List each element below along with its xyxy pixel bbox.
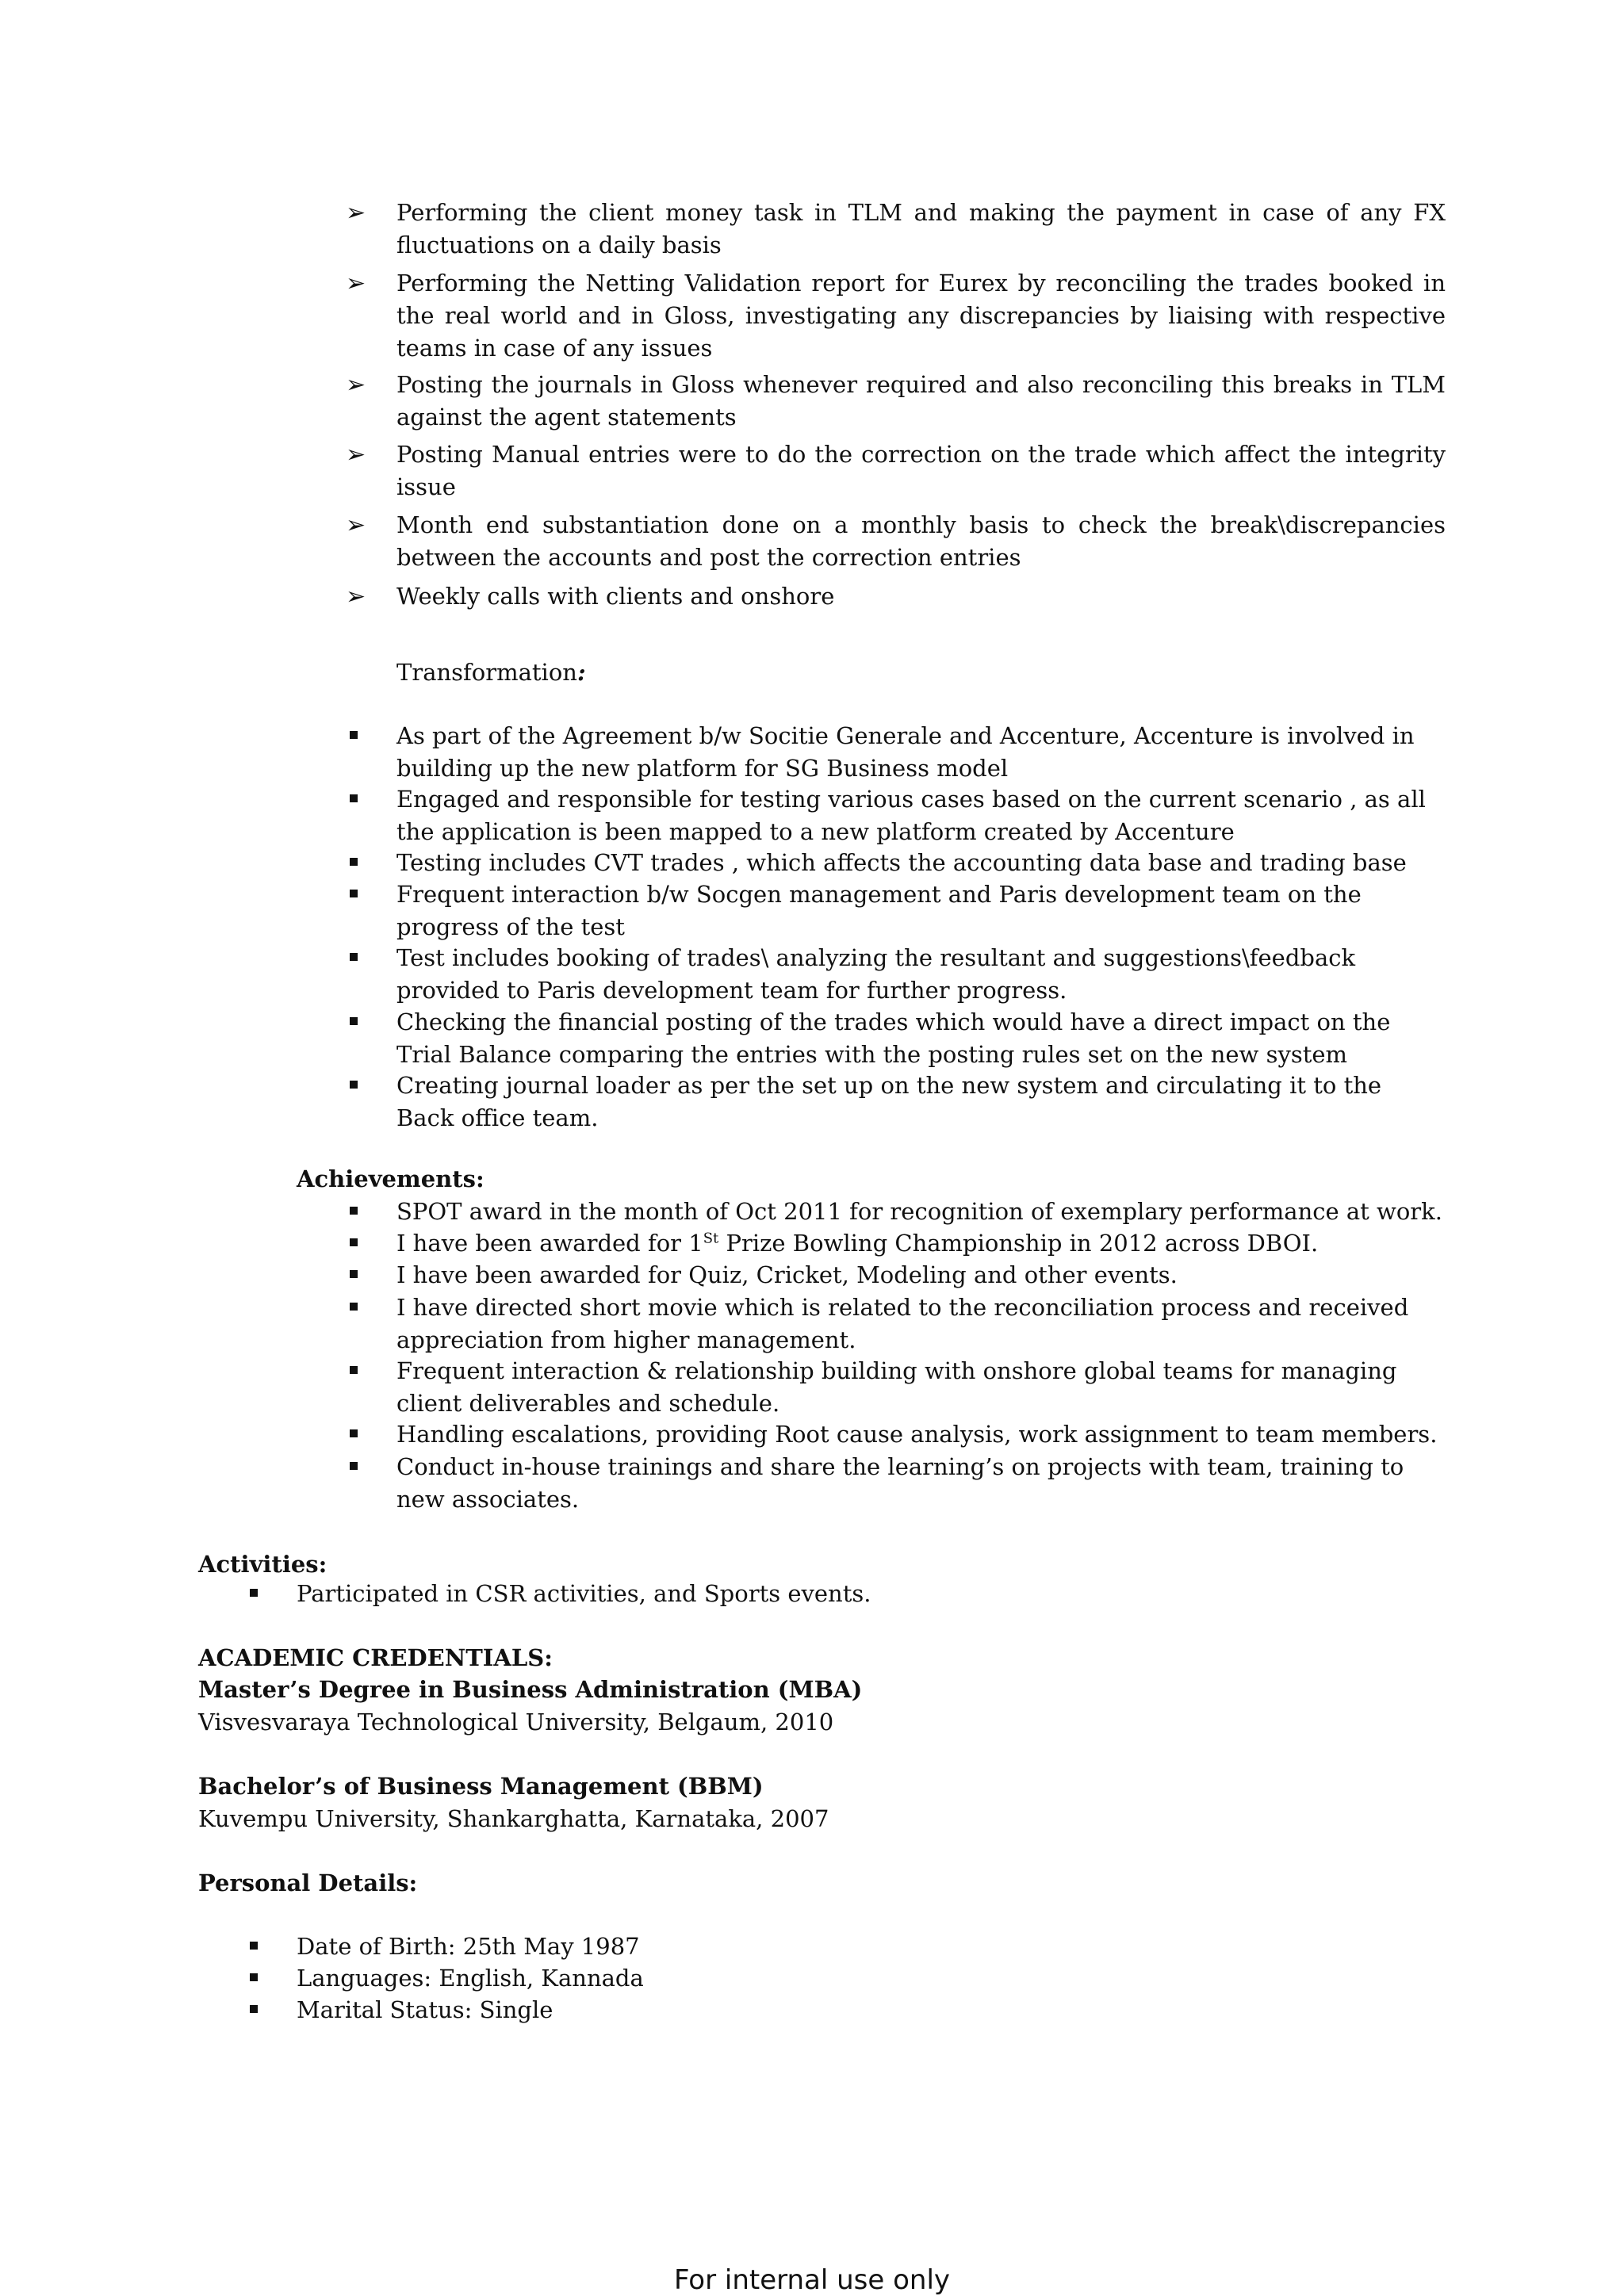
award-ordinal: St <box>703 1230 719 1247</box>
school-bachelors: Kuvempu University, Shankarghatta, Karnataka, 2007 <box>198 1805 829 1832</box>
square-bullet-icon <box>350 1270 358 1278</box>
award-prefix: I have been awarded for 1 <box>396 1230 703 1257</box>
award-rest: Prize Bowling <box>718 1230 888 1257</box>
square-bullet-icon <box>350 731 358 739</box>
list-item: Creating journal loader as per the set up on the new system and circulating it to the Back office team. <box>396 1072 1382 1131</box>
square-bullet-icon <box>350 1238 358 1246</box>
award-tail: Championship in 2012 across DBOI. <box>894 1230 1319 1257</box>
arrow-bullet-icon: ➢ <box>346 199 366 227</box>
square-bullet-icon <box>350 1017 358 1025</box>
square-bullet-icon <box>350 1462 358 1470</box>
square-bullet-icon <box>250 1973 258 1981</box>
list-item: Date of Birth: 25th May 1987 <box>297 1933 640 1960</box>
list-item: Languages: English, Kannada <box>297 1965 644 1992</box>
arrow-bullet-icon: ➢ <box>346 441 366 469</box>
page-footer: For internal use only <box>673 2264 951 2296</box>
list-item: Conduct in-house trainings and share the learning’s on projects with team, training to new associates. <box>396 1453 1404 1513</box>
list-item: Month end substantiation done on a monthly basis to check the break\discrepancies between the accounts and post the correction entries <box>396 511 1446 571</box>
list-item: I have been awarded for Quiz, Cricket, Modeling and other events. <box>396 1261 1178 1288</box>
list-item: Posting the journals in Gloss whenever required and also reconciling this breaks in TLM against the agent statements <box>396 371 1446 430</box>
square-bullet-icon <box>250 1589 258 1597</box>
list-item: Handling escalations, providing Root cause analysis, work assignment to team members. <box>396 1421 1438 1448</box>
arrow-bullet-icon: ➢ <box>346 270 366 297</box>
transformation-heading-text: Transformation <box>396 659 577 686</box>
list-item: Test includes booking of trades\ analyzing the resultant and suggestions\feedback provided to Paris development team for further progress. <box>396 944 1356 1004</box>
list-item: As part of the Agreement b/w Socitie Generale and Accenture, Accenture is involved in building up the new platform for SG Business model <box>396 722 1415 782</box>
arrow-bullet-icon: ➢ <box>346 371 366 399</box>
achievements-heading: Achievements: <box>297 1165 485 1192</box>
list-item: Participated in CSR activities, and Sports events. <box>297 1580 871 1607</box>
list-item: Frequent interaction & relationship building with onshore global teams for managing client deliverables and schedule. <box>396 1357 1397 1417</box>
square-bullet-icon <box>350 858 358 866</box>
square-bullet-icon <box>250 2005 258 2013</box>
list-item: Marital Status: Single <box>297 1996 553 2023</box>
activities-heading: Activities: <box>198 1551 327 1578</box>
school-masters: Visvesvaraya Technological University, Belgaum, 2010 <box>198 1709 834 1735</box>
square-bullet-icon <box>350 1429 358 1437</box>
list-item: Performing the Netting Validation report for Eurex by reconciling the trades booked in the real world and in Gloss, investigating any discrepancies by liaising with respective teams in case of any issues <box>396 270 1446 362</box>
square-bullet-icon <box>350 794 358 802</box>
academic-heading: ACADEMIC CREDENTIALS: <box>198 1644 553 1671</box>
list-item: Weekly calls with clients and onshore <box>396 583 835 610</box>
list-item: Performing the client money task in TLM and making the payment in case of any FX fluctuations on a daily basis <box>396 199 1446 258</box>
degree-bachelors: Bachelor’s of Business Management (BBM) <box>198 1773 764 1800</box>
square-bullet-icon <box>350 953 358 961</box>
list-item: Posting Manual entries were to do the correction on the trade which affect the integrity issue <box>396 441 1446 500</box>
square-bullet-icon <box>350 1366 358 1374</box>
square-bullet-icon <box>350 1207 358 1215</box>
transformation-heading <box>396 656 586 689</box>
square-bullet-icon <box>250 1942 258 1950</box>
square-bullet-icon <box>350 890 358 897</box>
arrow-bullet-icon: ➢ <box>346 583 366 610</box>
list-item: SPOT award in the month of Oct 2011 for recognition of exemplary performance at work. <box>396 1198 1442 1225</box>
list-item: I have directed short movie which is related to the reconciliation process and received appreciation from higher management. <box>396 1294 1409 1353</box>
transformation-heading-colon: : <box>576 659 586 686</box>
degree-masters: Master’s Degree in Business Administration (MBA) <box>198 1676 863 1703</box>
list-item: Engaged and responsible for testing various cases based on the current scenario , as all the application is been mapped to a new platform created by Accenture <box>396 786 1426 845</box>
square-bullet-icon <box>350 1303 358 1311</box>
list-item: Testing includes CVT trades , which affects the accounting data base and trading base <box>396 849 1407 876</box>
square-bullet-icon <box>350 1081 358 1089</box>
list-item: Frequent interaction b/w Socgen management and Paris development team on the progress of the test <box>396 881 1362 940</box>
personal-heading: Personal Details: <box>198 1869 418 1896</box>
arrow-bullet-icon: ➢ <box>346 511 366 539</box>
list-item <box>396 1227 1318 1260</box>
list-item: Checking the financial posting of the trades which would have a direct impact on the Trial Balance comparing the entries with the posting rules set on the new system <box>396 1008 1391 1068</box>
